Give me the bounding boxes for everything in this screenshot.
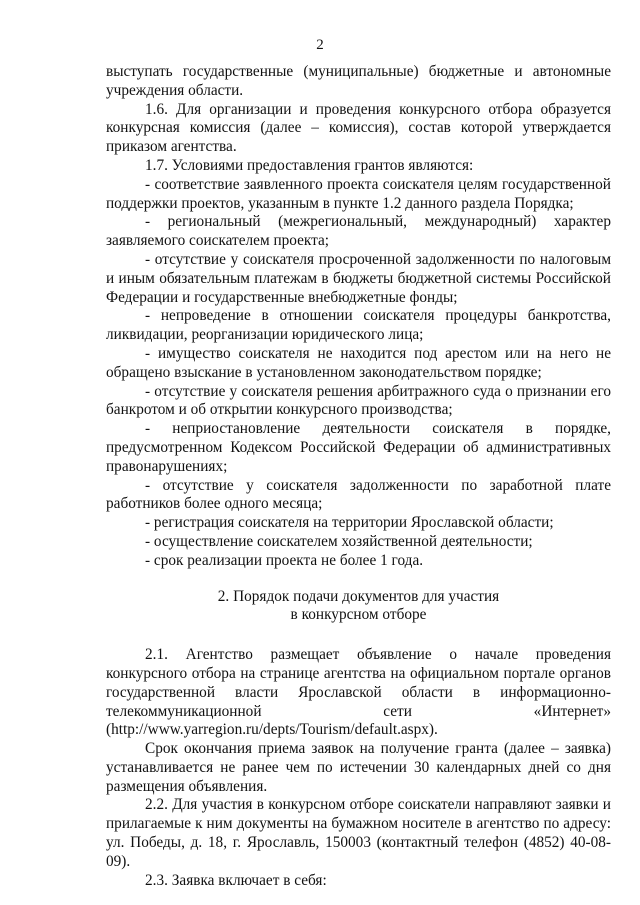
condition-item: - имущество соискателя не находится под арестом или на него не обращено взыскание в установленном законодательством порядке;	[106, 344, 611, 381]
condition-item: - неприостановление деятельности соискателя в порядке, предусмотренном Кодексом Российской Федерации об административных правонарушениях;	[106, 420, 611, 475]
paragraph-deadline: Срок окончания приема заявок на получение гранта (далее – заявка) устанавливается не ранее чем по истечении 30 календарных дней со дня размещения объявления.	[106, 740, 611, 795]
condition-item: - региональный (межрегиональный, международный) характер заявляемого соискателем проекта;	[106, 213, 611, 250]
condition-item: - отсутствие у соискателя просроченной задолженности по налоговым и иным обязательным платежам в бюджеты бюджетной системы Российской Федерации и государственные внебюджетные фонды;	[106, 250, 611, 306]
paragraph-1-7: 1.7. Условиями предоставления грантов являются:	[145, 156, 474, 174]
condition-item: - отсутствие у соискателя задолженности по заработной плате работников более одного месяца;	[106, 476, 611, 513]
paragraph-2-1	[106, 646, 611, 740]
section-heading-line2: в конкурсном отборе	[290, 606, 427, 624]
paragraph-2-1-text: 2.1. Агентство размещает объявление о начале проведения конкурсного отбора на странице агентства на официальном портале органов государственной власти Ярославской области в информационно-телекоммуникационной сети «Интернет»	[106, 646, 611, 720]
condition-item: - соответствие заявленного проекта соискателя целям государственной поддержки проектов, указанным в пункте 1.2 данного раздела Порядка;	[106, 175, 611, 212]
document-body	[106, 63, 611, 890]
condition-item: - непроведение в отношении соискателя процедуры банкротства, ликвидации, реорганизации юридического лица;	[106, 307, 611, 344]
section-heading-line1: 2. Порядок подачи документов для участия	[217, 587, 500, 605]
condition-item: - регистрация соискателя на территории Ярославской области;	[145, 514, 554, 532]
paragraph-2-3: 2.3. Заявка включает в себя:	[145, 871, 327, 889]
condition-item: - осуществление соискателем хозяйственной деятельности;	[145, 532, 533, 550]
paragraph-2-2: 2.2. Для участия в конкурсном отборе соискатели направляют заявки и прилагаемые к ним документы на бумажном носителе в агентство по адресу: ул. Победы, д. 18, г. Ярославль, 150003 (контактный телефон (4852) 40-08-09).	[106, 796, 611, 870]
condition-item: - отсутствие у соискателя решения арбитражного суда о признании его банкротом и об открытии конкурсного производства;	[106, 382, 611, 419]
portal-url: (http://www.yarregion.ru/depts/Tourism/default.aspx).	[106, 721, 438, 739]
paragraph-1-6: 1.6. Для организации и проведения конкурсного отбора образуется конкурсная комиссия (далее – комиссия), состав которой утверждается приказом агентства.	[106, 100, 611, 156]
condition-item: - срок реализации проекта не более 1 года.	[145, 551, 424, 569]
spacer	[106, 625, 611, 646]
page-number: 2	[316, 37, 324, 53]
spacer	[106, 571, 611, 588]
paragraph-continuation: выступать государственные (муниципальные) бюджетные и автономные учреждения области.	[106, 63, 611, 99]
